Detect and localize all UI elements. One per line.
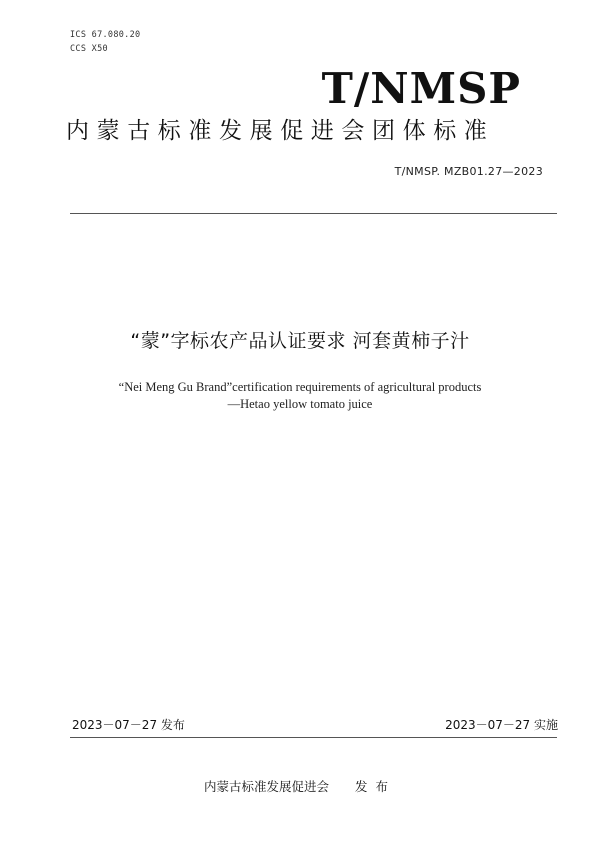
document-title-chinese: “蒙”字标农产品认证要求 河套黄柿子汁 <box>130 330 470 352</box>
ics-classification: ICS 67.080.20 <box>70 30 141 40</box>
header-divider <box>70 213 557 214</box>
publish-label: 发布 <box>355 779 397 794</box>
document-title-english-line2: —Hetao yellow tomato juice <box>227 397 373 411</box>
standard-type-title: 内蒙古标准发展促进会团体标准 <box>66 118 495 144</box>
ccs-classification: CCS X50 <box>70 44 108 54</box>
document-number: T/NMSP. MZB01.27—2023 <box>394 165 543 178</box>
issue-date: 2023－07－27 发布 <box>72 718 185 732</box>
publisher-line <box>0 777 600 795</box>
standard-code-logo: T/NMSP <box>321 64 521 113</box>
implementation-date: 2023－07－27 实施 <box>445 718 558 732</box>
footer-divider <box>70 737 557 738</box>
publisher-name: 内蒙古标准发展促进会 <box>203 779 329 794</box>
document-title-english-line1: “Nei Meng Gu Brand”certification requirements of agricultural products <box>118 380 482 394</box>
